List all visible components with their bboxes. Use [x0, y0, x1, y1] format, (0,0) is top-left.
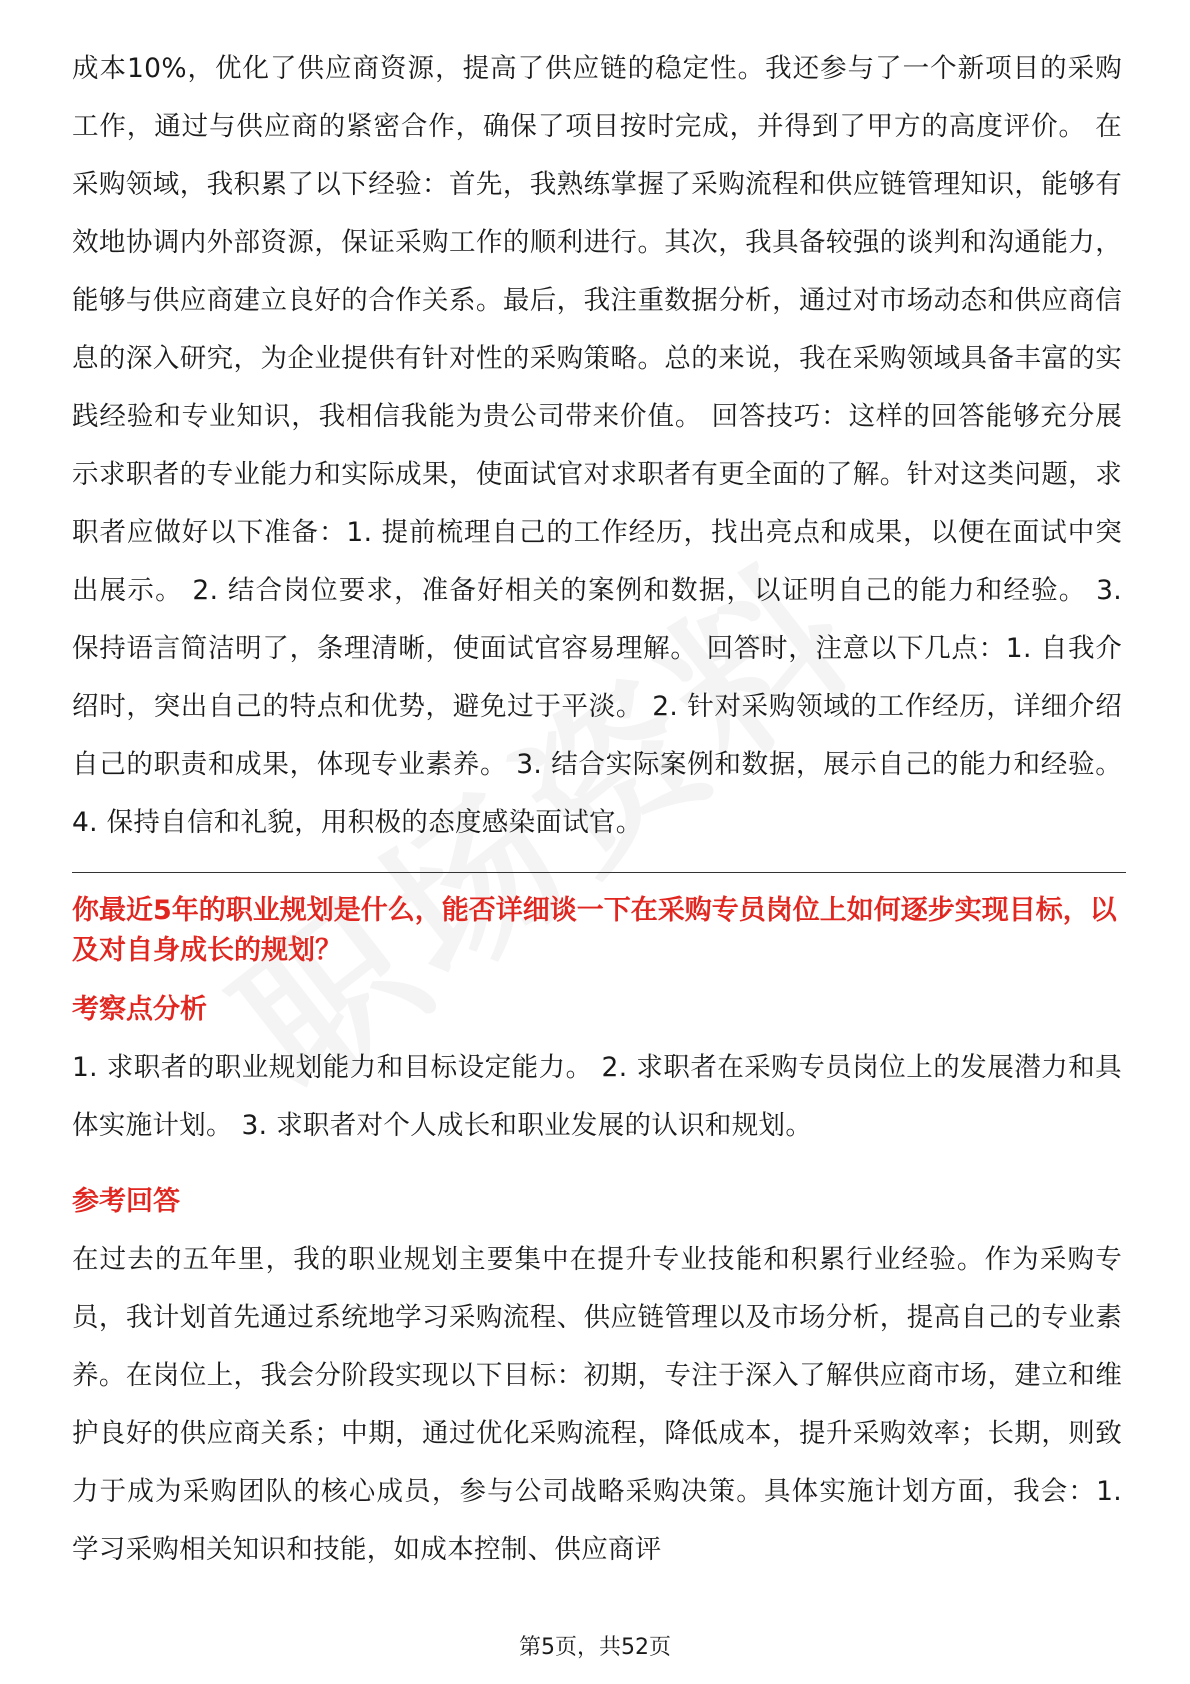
- spacer: [72, 1155, 1122, 1163]
- analysis-paragraph: 1. 求职者的职业规划能力和目标设定能力。 2. 求职者在采购专员岗位上的发展潜力和具体实施计划。 3. 求职者对个人成长和职业发展的认识和规划。: [72, 1052, 1122, 1141]
- page-content: [72, 40, 1122, 1579]
- answer-continuation-paragraph: 成本10%，优化了供应商资源，提高了供应链的稳定性。我还参与了一个新项目的采购工作，通过与供应商的紧密合作，确保了项目按时完成，并得到了甲方的高度评价。 在采购领域，我积累了以下经验：首先，我熟练掌握了采购流程和供应链管理知识，能够有效地协调内外部资源，保证采购工作的顺利进行。其次，我具备较强的谈判和沟通能力，能够与供应商建立良好的合作关系。最后，我注重数据分析，通过对市场动态和供应商信息的深入研究，为企业提供有针对性的采购策略。总的来说，我在采购领域具备丰富的实践经验和专业知识，我相信我能为贵公司带来价值。 回答技巧：这样的回答能够充分展示求职者的专业能力和实际成果，使面试官对求职者有更全面的了解。针对这类问题，求职者应做好以下准备：1. 提前梳理自己的工作经历，找出亮点和成果，以便在面试中突出展示。 2. 结合岗位要求，准备好相关的案例和数据，以证明自己的能力和经验。 3. 保持语言简洁明了，条理清晰，使面试官容易理解。 回答时，注意以下几点：1. 自我介绍时，突出自己的特点和优势，避免过于平淡。 2. 针对采购领域的工作经历，详细介绍自己的职责和成果，体现专业素养。 3. 结合实际案例和数据，展示自己的能力和经验。 4. 保持自信和礼貌，用积极的态度感染面试官。: [72, 53, 1122, 838]
- interview-question: 你最近5年的职业规划是什么，能否详细谈一下在采购专员岗位上如何逐步实现目标，以及对自身成长的规划？: [72, 895, 1117, 966]
- page-number-footer: 第5页，共52页: [519, 1635, 671, 1660]
- reference-answer-paragraph: 在过去的五年里，我的职业规划主要集中在提升专业技能和积累行业经验。作为采购专员，我计划首先通过系统地学习采购流程、供应链管理以及市场分析，提高自己的专业素养。在岗位上，我会分阶段实现以下目标：初期，专注于深入了解供应商市场，建立和维护良好的供应商关系；中期，通过优化采购流程，降低成本，提升采购效率；长期，则致力于成为采购团队的核心成员，参与公司战略采购决策。具体实施计划方面，我会：1. 学习采购相关知识和技能，如成本控制、供应商评: [72, 1244, 1122, 1565]
- reference-answer-heading: 参考回答: [72, 1186, 180, 1217]
- section-divider: [72, 872, 1126, 873]
- analysis-heading: 考察点分析: [72, 994, 207, 1025]
